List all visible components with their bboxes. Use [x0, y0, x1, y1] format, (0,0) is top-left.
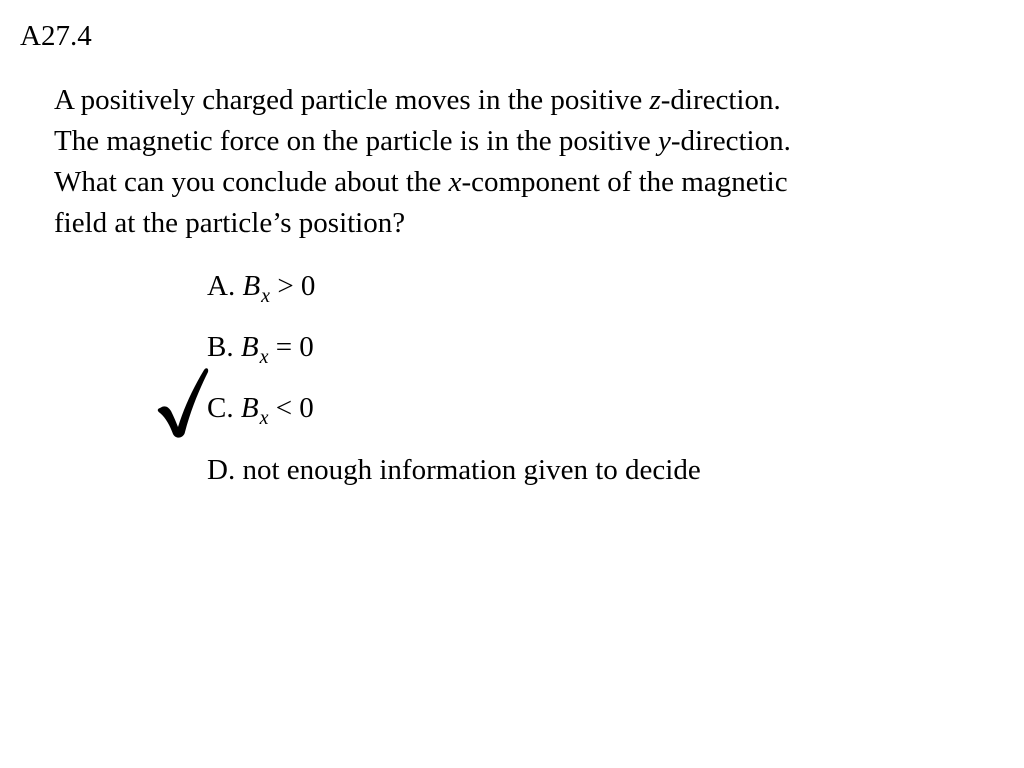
question-line-2-end: -direction.	[670, 125, 791, 157]
question-line-1-end: -direction.	[660, 84, 781, 116]
question-line-2-start: The magnetic force on the particle is in the positive	[54, 125, 658, 157]
z-variable: z	[649, 84, 661, 116]
answer-symbol: B	[242, 270, 261, 302]
question-line-3-start: What can you conclude about the	[54, 166, 449, 198]
question-text	[54, 80, 954, 244]
question-line-3	[54, 162, 954, 203]
answer-letter: B.	[207, 331, 241, 363]
answer-letter: C.	[207, 392, 241, 424]
answer-relation: = 0	[268, 331, 314, 363]
question-line-2	[54, 121, 954, 162]
answer-symbol: B	[240, 331, 259, 363]
answer-option-c	[207, 390, 314, 429]
answer-subscript: x	[259, 346, 269, 368]
answer-option-a	[207, 268, 315, 307]
question-line-4: field at the particle’s position?	[54, 207, 406, 239]
y-variable: y	[657, 125, 671, 157]
answer-option-d: D. not enough information given to decide	[207, 454, 701, 486]
slide-number: A27.4	[20, 20, 92, 52]
question-line-1-start: A positively charged particle moves in the positive	[54, 84, 650, 116]
question-line-3-end: -component of the magnetic	[461, 166, 788, 198]
answer-subscript: x	[259, 407, 269, 429]
checkmark-icon	[156, 366, 212, 442]
answer-letter: A.	[207, 270, 243, 302]
answer-subscript: x	[261, 285, 271, 307]
x-variable: x	[448, 166, 462, 198]
answer-option-b	[207, 329, 314, 368]
answer-relation: > 0	[270, 270, 316, 302]
answer-relation: < 0	[268, 392, 314, 424]
answer-symbol: B	[240, 392, 259, 424]
question-line-1	[54, 80, 954, 121]
